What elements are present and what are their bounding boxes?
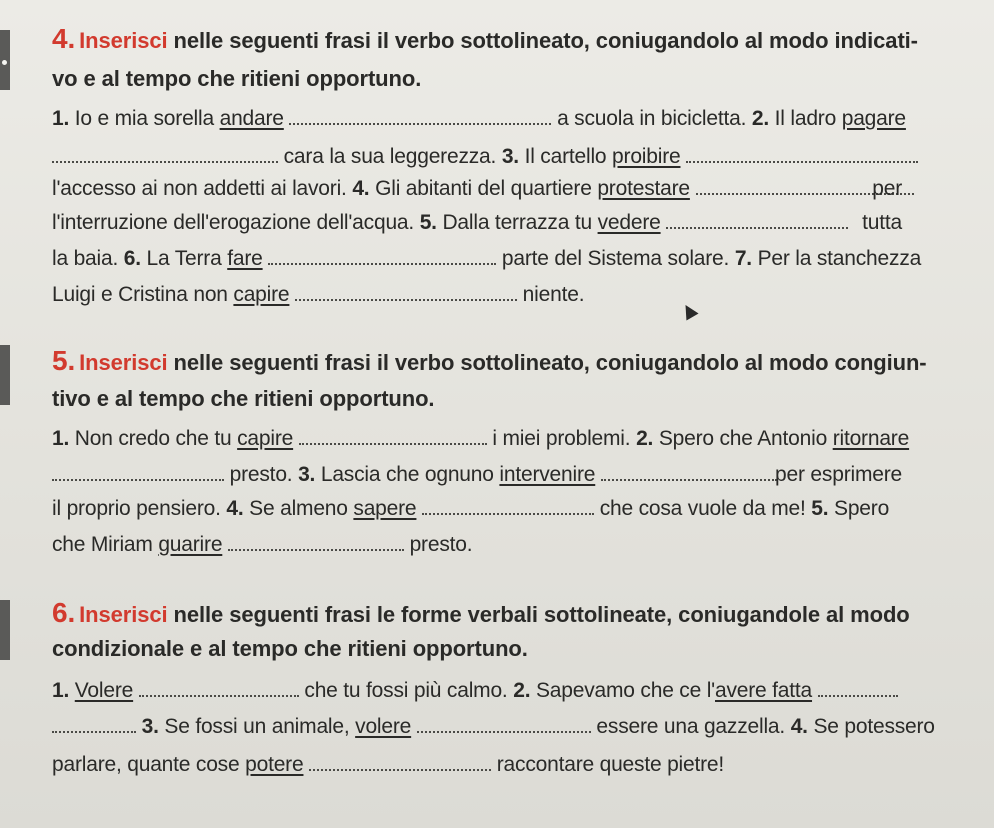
sentence-text: che tu fossi più calmo. — [298, 679, 508, 702]
sentence-number: 2. — [513, 679, 531, 702]
exercise-6-line-2 — [52, 712, 935, 742]
sentence-number: 3. — [501, 145, 519, 168]
sentence-number: 2. — [751, 107, 770, 130]
exercise-6-insert-word: Inserisci — [79, 602, 168, 627]
sentence-number: 1. — [52, 107, 70, 130]
sentence-text: che Miriam — [52, 533, 159, 556]
underlined-verb: fare — [227, 247, 263, 270]
underlined-verb: vedere — [597, 211, 661, 234]
underlined-verb: proibire — [612, 145, 681, 168]
answer-blank[interactable] — [52, 713, 136, 733]
underlined-verb: andare — [219, 107, 284, 130]
exercise-4-line-5 — [52, 244, 921, 274]
underlined-verb: avere fatta — [715, 679, 813, 702]
exercise-5-number: 5. — [52, 345, 76, 376]
sentence-text: il proprio pensiero. — [52, 497, 221, 520]
exercise-4-heading-line-1 — [52, 24, 918, 56]
sentence-number: 3. — [141, 715, 159, 738]
sentence-text: Spero — [828, 497, 890, 520]
exercise-6-heading-text: nelle seguenti frasi le forme verbali sottolineate, coniugandole al modo — [167, 602, 910, 627]
sentence-text: Se almeno — [243, 497, 354, 520]
sentence-text: raccontare queste pietre! — [491, 753, 725, 776]
underlined-verb: capire — [237, 427, 294, 450]
underlined-verb: pagare — [841, 107, 906, 130]
answer-blank[interactable] — [299, 425, 487, 445]
sentence-text: a scuola in bicicletta. — [551, 107, 747, 130]
exercise-6-heading-line-2: condizionale e al tempo che ritieni opportuno. — [52, 636, 528, 661]
sentence-number: 5. — [811, 497, 829, 520]
exercise-5-heading-text: nelle seguenti frasi il verbo sottolineato, coniugandolo al modo congiun- — [167, 350, 927, 375]
mouse-pointer-icon — [679, 301, 698, 320]
sentence-text: che cosa vuole da me! — [594, 497, 806, 520]
exercise-5-heading-line-2: tivo e al tempo che ritieni opportuno. — [52, 386, 435, 411]
sentence-number: 6. — [123, 247, 141, 270]
exercise-6-line-3 — [52, 750, 724, 780]
exercise-5-heading-line-1 — [52, 346, 927, 378]
sentence-text: essere una gazzella. — [590, 715, 786, 738]
answer-blank[interactable] — [228, 531, 404, 551]
answer-blank[interactable] — [666, 209, 848, 229]
exercise-4-heading-text: nelle seguenti frasi il verbo sottolineato, coniugandolo al modo indicati- — [167, 28, 918, 53]
exercise-5-line-3 — [52, 494, 889, 524]
sentence-text: Sapevamo che ce l' — [530, 679, 715, 702]
underlined-verb: guarire — [158, 533, 223, 556]
sentence-text: per esprimere — [775, 463, 902, 486]
exercise-5-line-1 — [52, 424, 909, 454]
answer-blank[interactable] — [139, 677, 299, 697]
sentence-text: Non credo che tu — [69, 427, 238, 450]
exercise-4-number: 4. — [52, 23, 76, 54]
sentence-text: Spero che Antonio — [653, 427, 833, 450]
sentence-text: la baia. — [52, 247, 119, 270]
sentence-number: 1. — [52, 679, 70, 702]
underlined-verb: protestare — [597, 177, 690, 200]
exercise-4-insert-word: Inserisci — [79, 28, 168, 53]
answer-blank[interactable] — [268, 245, 496, 265]
answer-blank[interactable] — [601, 461, 777, 481]
exercise-6-number: 6. — [52, 597, 76, 628]
underlined-verb: volere — [355, 715, 412, 738]
answer-blank[interactable] — [295, 281, 517, 301]
answer-blank[interactable] — [309, 751, 491, 771]
exercise-4-line-4 — [52, 208, 942, 238]
underlined-verb: Volere — [74, 679, 134, 702]
underlined-verb: capire — [233, 283, 290, 306]
sentence-text: presto. — [224, 463, 293, 486]
sentence-text: Io e mia sorella — [69, 107, 220, 130]
sentence-number: 2. — [636, 427, 654, 450]
answer-blank[interactable] — [289, 105, 551, 125]
margin-mark — [2, 60, 7, 65]
sentence-number: 5. — [419, 211, 437, 234]
sentence-text: Gli abitanti del quartiere — [369, 177, 598, 200]
sentence-text: Se fossi un animale, — [158, 715, 356, 738]
exercise-5-insert-word: Inserisci — [79, 350, 168, 375]
answer-blank[interactable] — [52, 143, 278, 163]
sentence-text: presto. — [403, 533, 473, 556]
sentence-text: Per la stanchezza — [751, 247, 922, 270]
sentence-number: 3. — [298, 463, 316, 486]
sentence-text: La Terra — [140, 247, 228, 270]
underlined-verb: potere — [245, 753, 304, 776]
sentence-number: 4. — [790, 715, 808, 738]
page-margin-bar — [0, 345, 10, 405]
sentence-text: parlare, quante cose — [52, 753, 246, 776]
sentence-text: per — [872, 177, 902, 200]
sentence-number: 4. — [352, 177, 370, 200]
exercise-4-line-2 — [52, 142, 918, 172]
exercise-6-line-1 — [52, 676, 942, 706]
underlined-verb: ritornare — [832, 427, 910, 450]
exercise-4-line-3 — [52, 174, 942, 204]
sentence-text: Lascia che ognuno — [315, 463, 500, 486]
sentence-text: i miei problemi. — [486, 427, 631, 450]
sentence-text: l'interruzione dell'erogazione dell'acqua. — [52, 211, 415, 234]
answer-blank[interactable] — [417, 713, 591, 733]
sentence-text: l'accesso ai non addetti ai lavori. — [52, 177, 347, 200]
page-margin-bar — [0, 600, 10, 660]
underlined-verb: sapere — [353, 497, 417, 520]
answer-blank[interactable] — [818, 677, 898, 697]
sentence-text: cara la sua leggerezza. — [278, 145, 497, 168]
sentence-number: 1. — [52, 427, 70, 450]
sentence-text: Se potessero — [807, 715, 935, 738]
sentence-text: niente. — [517, 283, 585, 306]
underlined-verb: intervenire — [499, 463, 596, 486]
sentence-text: Il cartello — [518, 145, 613, 168]
exercise-6-heading-line-1 — [52, 598, 910, 630]
sentence-text: tutta — [862, 211, 902, 234]
sentence-text: Dalla terrazza tu — [436, 211, 598, 234]
exercise-4-line-6 — [52, 280, 584, 310]
answer-blank[interactable] — [52, 461, 224, 481]
sentence-text: Il ladro — [769, 107, 842, 130]
exercise-4-line-1 — [52, 104, 906, 134]
sentence-text: Luigi e Cristina non — [52, 283, 234, 306]
sentence-number: 7. — [734, 247, 752, 270]
sentence-text: parte del Sistema solare. — [496, 247, 730, 270]
answer-blank[interactable] — [686, 143, 918, 163]
exercise-5-line-4 — [52, 530, 472, 560]
exercise-5-line-2 — [52, 460, 942, 490]
answer-blank[interactable] — [422, 495, 594, 515]
exercise-4-heading-line-2: vo e al tempo che ritieni opportuno. — [52, 66, 422, 91]
sentence-number: 4. — [226, 497, 244, 520]
